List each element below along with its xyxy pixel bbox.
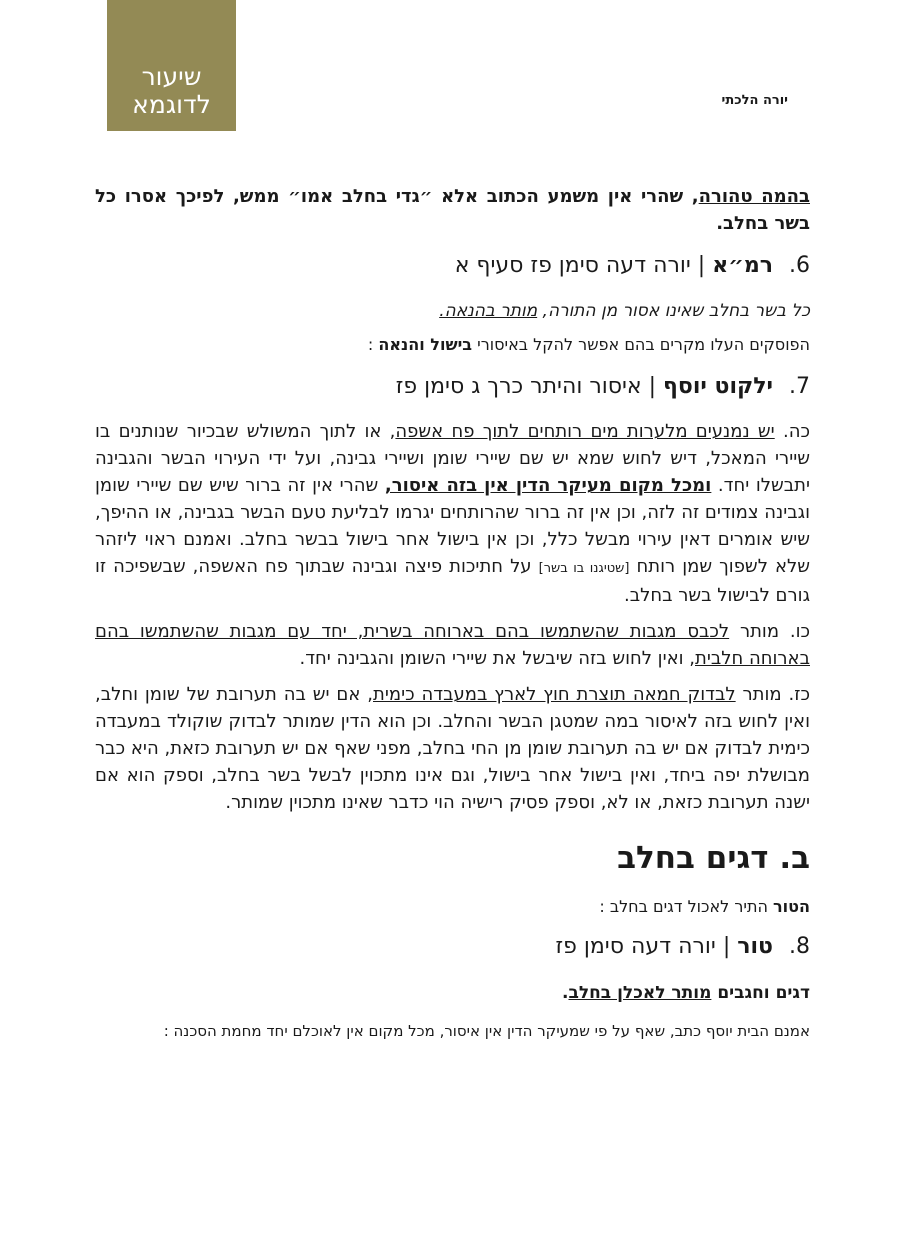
section-b-title: ב. דגים בחלב [617,840,810,876]
beit-yosef-note: אמנם הבית יוסף כתב, שאף על פי שמעיקר הדין אין איסור, מכל מקום אין לאוכלם יחד מחמת הסכנה : [163,1022,810,1040]
badge-line1: שיעור [141,62,202,91]
tur-ruling-text-1: דגים וחגבים [711,983,810,1003]
heading-8-number: 8. [789,934,810,959]
heading-8-source: טור [737,934,773,959]
heading-7-number: 7. [789,374,810,399]
poskim-note-tail: : [367,335,379,354]
heading-8 [95,932,810,962]
heading-6-source: רמ״א [712,253,773,278]
par-kav-number: כו. [779,621,810,642]
poskim-note-bold: בישול והנאה [378,335,473,354]
par-kah-text-1: , או לתוך המשולש שבכיור שנותנים בו שיירי המאכל, דיש לחוש שמא יש שם שיירי שומן ושיירי גבינה, ועל ידי העירוי הבשר והגבינה יתבשלו יחד. [95,421,810,496]
heading-6-number: 6. [789,253,810,278]
intro-paragraph [95,183,810,237]
par-kah-text-2: שהרי אין זה ברור שיש שם שיירי שומן וגבינה צמודים זה לזה, וכן אין זה ברור שהרותחים יגרמו לבליעת טעם הבשר בגבינה, או ההיפך, שיש אומרים דאין עירוי מבשל כלל, וכן אין בישול אחר בישול בבשר בחלב. ואמנם ראוי ליזהר שלא לשפוך שמן רותח [95,475,810,577]
par-kah-text-3: על חתיכות פיצה וגבינה שבתוך פח האשפה, שבשפיכה זו גורם לבישול בשר בחלב. [95,556,810,606]
par-kaz-text-2: , אם יש בה תערובת של שומן וחלב, ואין לחוש בזה לאיסור במה שמטגן הבשר והחלב. וכן הוא הדין שמותר לבדוק שוקולד במעבדה כימית לבדוק אם יש בה תערובת שומן מן החי בחלב, מפני שאף אם יש תערובת כזאת, היא כבר מבושלת יפה ביחד, ואין בישול אחר בישול, וגם אינו מתכוין לבשל בשר בחלב, וספק הוא אם ישנה תערובת כזאת, או לא, וספק פסיק רישיה הוי כדבר שאינו מתכוין שמותר. [95,684,810,813]
corner-label: יורה הלכתי [721,93,788,108]
heading-8-ref: | יורה דעה סימן פז [555,934,738,959]
par-kaz-underlined: לבדוק חמאה תוצרת חוץ לארץ במעבדה כימית [373,684,736,705]
par-kav-underlined: לכבס מגבות שהשתמשו בהם בארוחה בשרית, יחד עם מגבות שהשתמשו בהם בארוחה חלבית [95,621,810,669]
tur-ruling-underlined: מותר לאכלן בחלב [568,983,712,1003]
paragraph-kah [95,418,810,609]
intro-underlined: בהמה טהורה [698,186,810,207]
tur-note-bold: הטור [773,897,810,916]
par-kah-underlined-1: יש נמנעים מלערות מים רותחים לתוך פח אשפה [395,421,775,442]
par-kah-bracket-note: [שטיגנו בו בשר] [538,561,630,576]
rama-quote-text: כל בשר בחלב שאינו אסור מן התורה, [537,301,810,321]
rama-quote [95,298,810,324]
tur-note [95,894,810,920]
poskim-note-text: הפוסקים העלו מקרים בהם אפשר להקל באיסורי [472,335,810,354]
poskim-note [95,332,810,358]
par-kaz-text-1: מותר [735,684,782,705]
tur-note-text: התיר לאכול דגים בחלב : [599,897,774,916]
heading-6 [95,251,810,281]
sample-lesson-badge [107,0,236,131]
tur-ruling-text-2: . [562,983,569,1003]
par-kav-text-2: , ואין לחוש בזה שיבשל את שיירי השומן והגבינה יחד. [299,648,695,669]
heading-7 [95,372,810,402]
paragraph-kav [95,618,810,672]
heading-7-ref: | איסור והיתר כרך ג סימן פז [395,374,664,399]
paragraph-kaz [95,681,810,816]
intro-rest: , שהרי אין משמע הכתוב אלא ״גדי בחלב אמו״ ממש, לפיכך אסרו כל בשר בחלב. [95,186,810,234]
par-kaz-number: כז. [781,684,811,705]
badge-line2: לדוגמא [132,90,211,119]
par-kah-number: כה. [774,421,810,442]
rama-quote-underlined: מותר בהנאה. [439,301,538,321]
par-kav-text-1: מותר [729,621,780,642]
heading-7-source: ילקוט יוסף [663,374,773,399]
par-kah-bold-underlined: ומכל מקום מעיקר הדין אין בזה איסור, [384,475,712,496]
heading-6-ref: | יורה דעה סימן פז סעיף א [454,253,713,278]
tur-ruling-line [95,980,810,1006]
